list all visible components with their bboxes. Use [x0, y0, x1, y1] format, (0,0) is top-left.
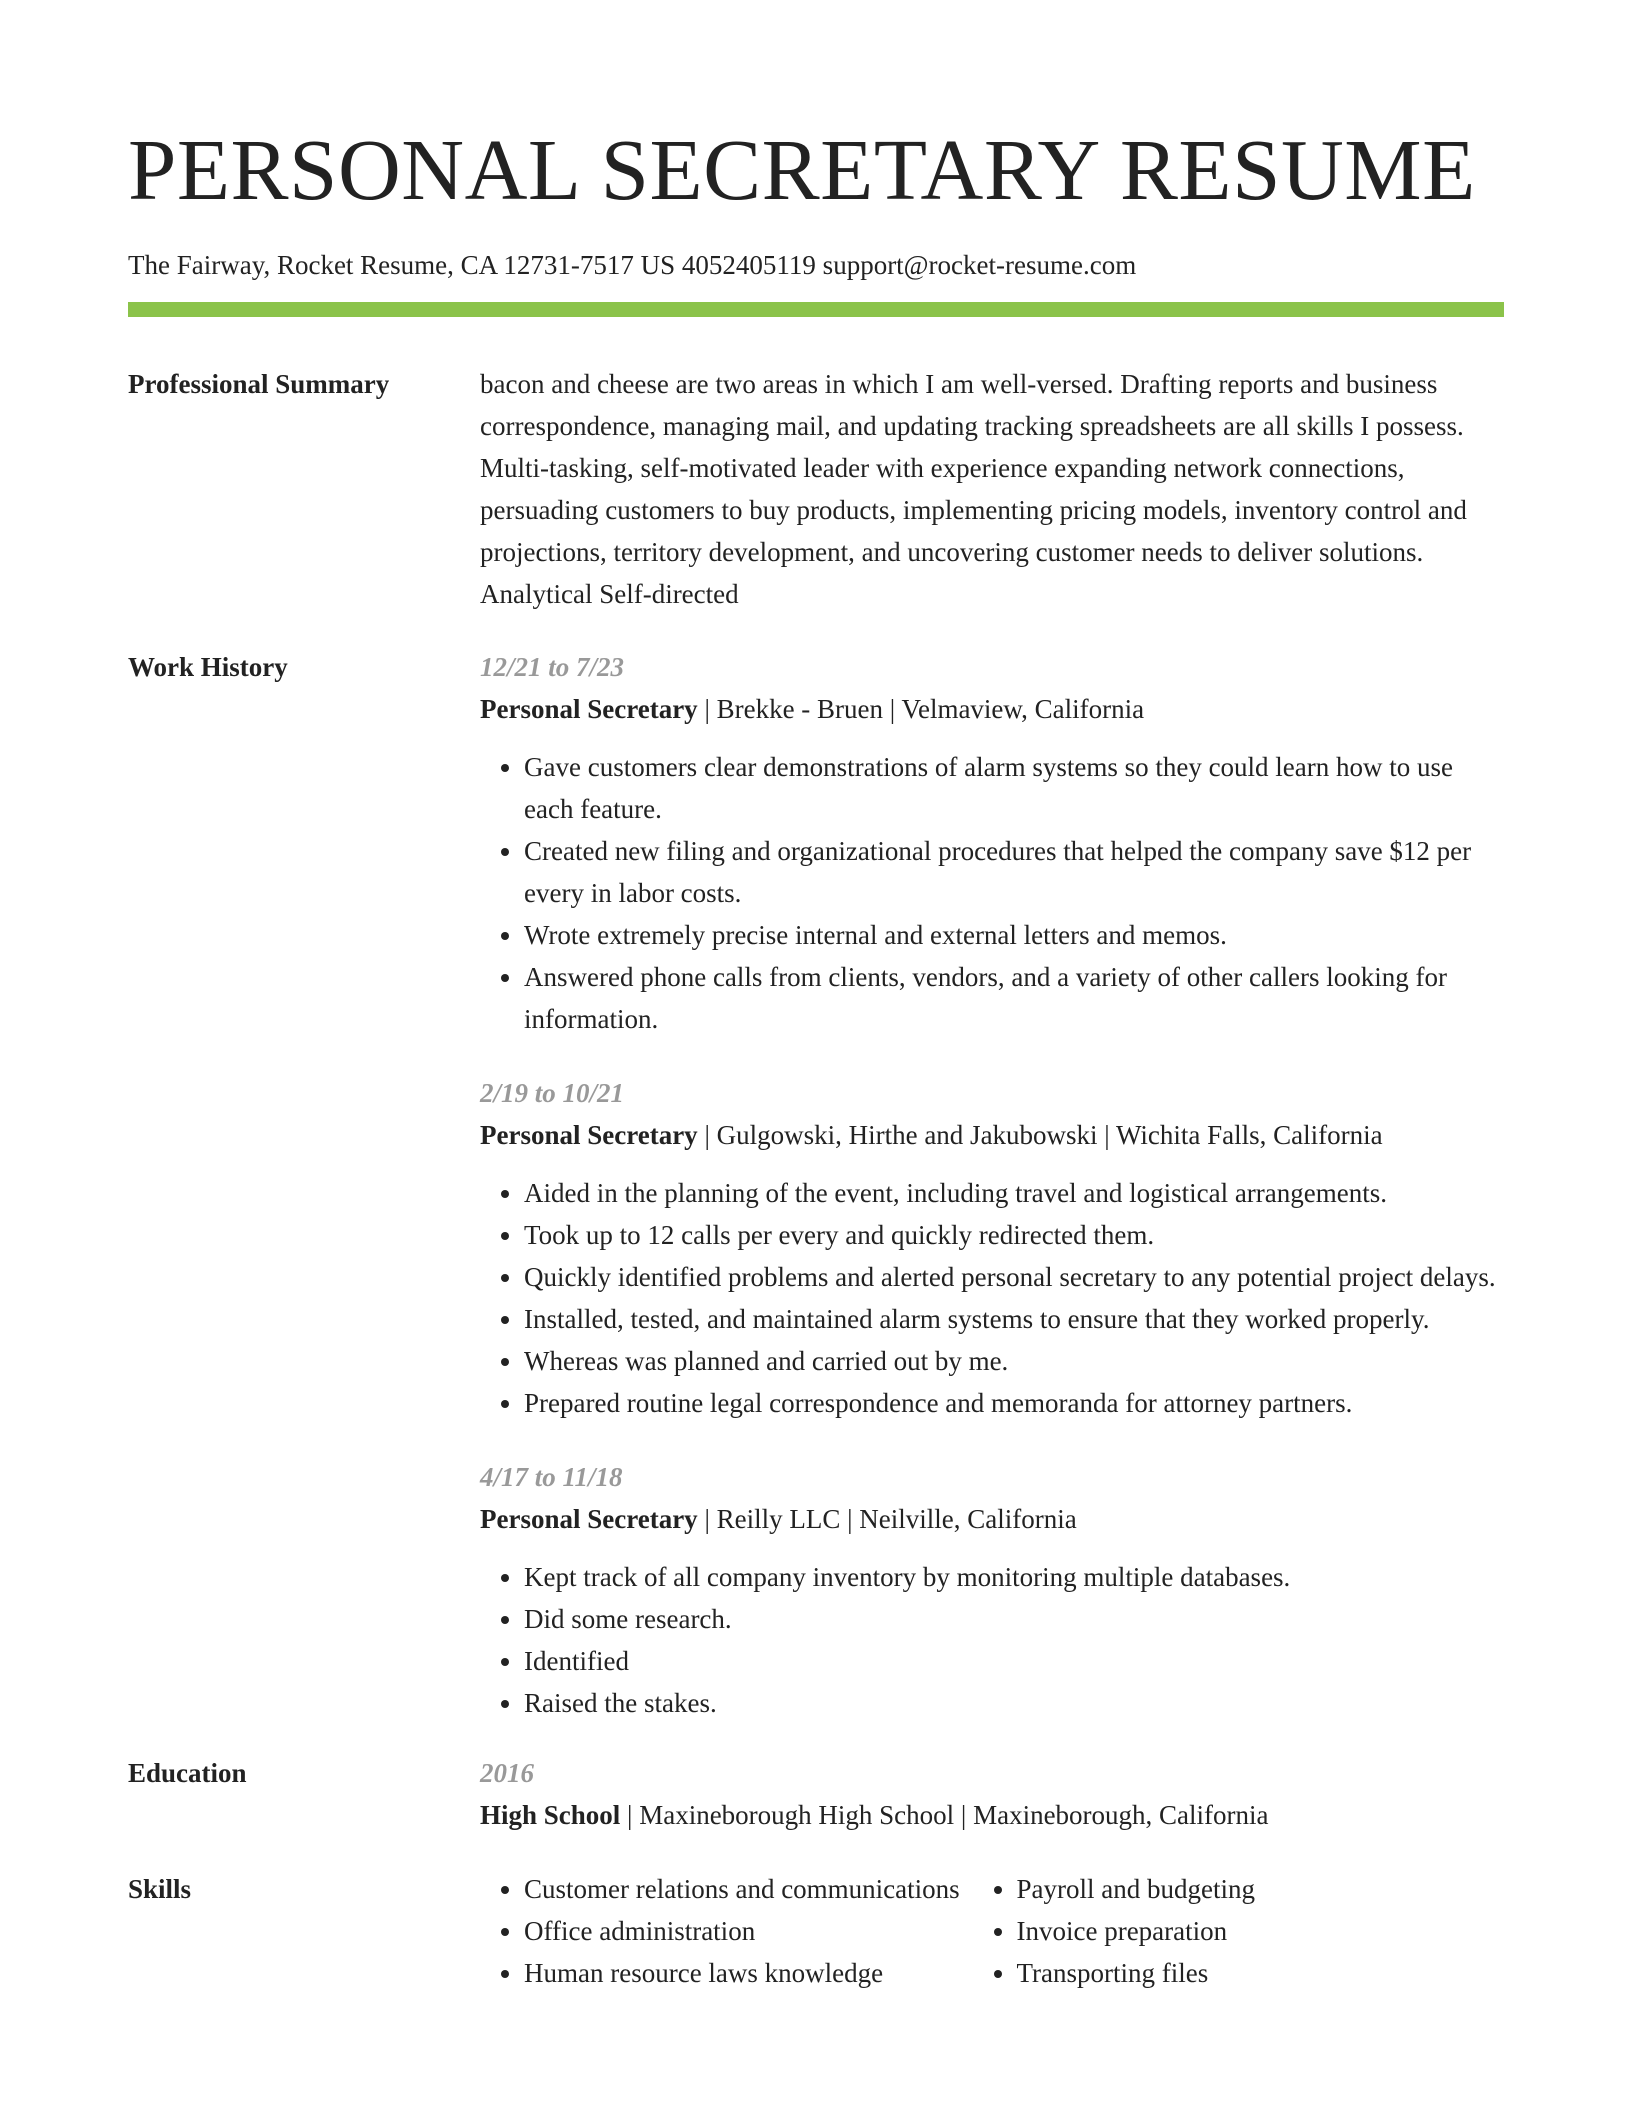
- skill-item: • Human resource laws knowledge: [524, 1952, 973, 1994]
- work-history-heading: Work History: [128, 652, 288, 682]
- header-divider: [128, 302, 1504, 317]
- summary-section: [128, 363, 1504, 615]
- skills-section: [128, 1868, 1504, 1994]
- skill-item: • Customer relations and communications: [524, 1868, 973, 1910]
- list-item: • Prepared routine legal correspondence and memoranda for attorney partners.: [524, 1382, 1504, 1424]
- list-item: • Quickly identified problems and alerted personal secretary to any potential project delays.: [524, 1256, 1504, 1298]
- skill-item: • Payroll and budgeting: [1017, 1868, 1505, 1910]
- summary-text: bacon and cheese are two areas in which I am well-versed. Drafting reports and business correspondence, managing mail, and updating tracking spreadsheets are all skills I possess. Multi-tasking, self-motivated leader with experience expanding network connections, persuading customers to buy products, implementing pricing models, inventory control and projections, territory development, and uncovering customer needs to deliver solutions. Analytical Self-directed: [480, 369, 1467, 609]
- list-item: • Created new filing and organizational procedures that helped the company save $12 per every in labor costs.: [524, 830, 1504, 914]
- list-item: • Gave customers clear demonstrations of alarm systems so they could learn how to use each feature.: [524, 746, 1504, 830]
- job-details: | Gulgowski, Hirthe and Jakubowski | Wichita Falls, California: [697, 1120, 1383, 1150]
- list-item: • Kept track of all company inventory by monitoring multiple databases.: [524, 1556, 1504, 1598]
- skill-item: • Invoice preparation: [1017, 1910, 1505, 1952]
- list-item: • Aided in the planning of the event, including travel and logistical arrangements.: [524, 1172, 1504, 1214]
- job-title: Personal Secretary: [480, 694, 698, 724]
- job-entry: [480, 1072, 1504, 1424]
- list-item: • Answered phone calls from clients, vendors, and a variety of other callers looking for information.: [524, 956, 1504, 1040]
- job-dates: 2/19 to 10/21: [480, 1078, 625, 1108]
- job-role-line: [480, 1114, 1504, 1156]
- skills-list-right: [973, 1868, 1505, 1994]
- job-bullets: [480, 1172, 1504, 1424]
- education-line: [480, 1794, 1504, 1836]
- list-item: • Wrote extremely precise internal and external letters and memos.: [524, 914, 1504, 956]
- education-heading: Education: [128, 1758, 247, 1788]
- skill-item: • Transporting files: [1017, 1952, 1505, 1994]
- job-title: Personal Secretary: [480, 1504, 698, 1534]
- job-dates: 4/17 to 11/18: [480, 1462, 623, 1492]
- summary-heading: Professional Summary: [128, 369, 390, 399]
- job-bullets: [480, 746, 1504, 1040]
- job-role-line: [480, 1498, 1504, 1540]
- work-history-section: [128, 646, 1504, 1724]
- skills-heading: Skills: [128, 1874, 192, 1904]
- job-entry: [480, 646, 1504, 1040]
- list-item: • Whereas was planned and carried out by me.: [524, 1340, 1504, 1382]
- job-title: Personal Secretary: [480, 1120, 698, 1150]
- list-item: • Identified: [524, 1640, 1504, 1682]
- job-dates: 12/21 to 7/23: [480, 652, 625, 682]
- job-bullets: [480, 1556, 1504, 1724]
- page-title: PERSONAL SECRETARY RESUME: [128, 121, 1476, 218]
- job-details: | Reilly LLC | Neilville, California: [697, 1504, 1077, 1534]
- job-entry: [480, 1456, 1504, 1724]
- skill-item: • Office administration: [524, 1910, 973, 1952]
- education-section: [128, 1752, 1504, 1836]
- list-item: • Did some research.: [524, 1598, 1504, 1640]
- contact-info: The Fairway, Rocket Resume, CA 12731-7517 US 4052405119 support@rocket-resume.com: [128, 250, 1137, 280]
- skills-list-left: [480, 1868, 973, 1994]
- skills-grid: [480, 1868, 1504, 1994]
- list-item: • Raised the stakes.: [524, 1682, 1504, 1724]
- job-details: | Brekke - Bruen | Velmaview, California: [697, 694, 1145, 724]
- list-item: • Took up to 12 calls per every and quickly redirected them.: [524, 1214, 1504, 1256]
- education-degree: High School: [480, 1800, 621, 1830]
- education-year: 2016: [480, 1758, 534, 1788]
- list-item: • Installed, tested, and maintained alarm systems to ensure that they worked properly.: [524, 1298, 1504, 1340]
- job-role-line: [480, 688, 1504, 730]
- education-details: | Maxineborough High School | Maxineborough, California: [620, 1800, 1269, 1830]
